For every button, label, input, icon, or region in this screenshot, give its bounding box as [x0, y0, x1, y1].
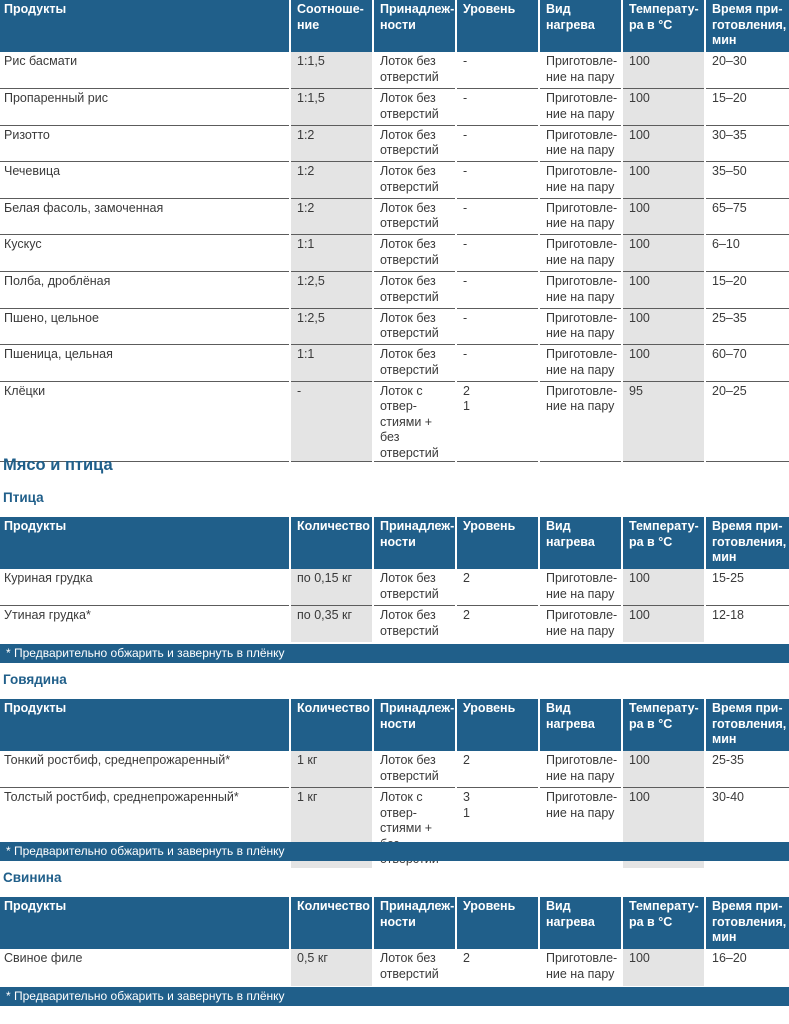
cell-ratio-or-quantity: 1:2,5	[290, 308, 373, 345]
column-header-heating-mode: Вид нагрева	[539, 699, 622, 751]
column-header-temperature: Температу- ра в °C	[622, 699, 705, 751]
cell-product: Пшено, цельное	[0, 308, 290, 345]
poultry-footnote: * Предварительно обжарить и завернуть в плёнку	[0, 644, 789, 663]
cell-product: Куриная грудка	[4, 571, 93, 585]
cell-cooking-time: 16–20	[705, 949, 789, 986]
cell-product: Пшеница, цельная	[0, 345, 290, 382]
cell-ratio-or-quantity: 0,5 кг	[290, 949, 373, 986]
pork-footnote: * Предварительно обжарить и завернуть в плёнку	[0, 987, 789, 1006]
pork-table	[0, 897, 789, 986]
cell-accessory: Лоток без отверстий	[373, 751, 456, 788]
cell-temperature: 100	[622, 788, 705, 868]
column-header-product: Продукты	[0, 0, 290, 52]
cell-product: Толстый ростбиф, среднепрожаренный*	[0, 788, 290, 868]
column-header-cooking-time: Время при- готовления, мин	[705, 897, 789, 949]
table-row	[0, 52, 789, 89]
cell-product: Рис басмати	[4, 54, 78, 68]
cell-level: -	[456, 235, 539, 272]
cell-accessory: Лоток без отверстий	[373, 89, 456, 126]
cell-temperature: 100	[622, 89, 705, 126]
cell-heating-mode: Приготовле- ние на пару	[539, 125, 622, 162]
cell-heating-mode: Приготовле- ние на пару	[539, 52, 622, 89]
cell-heating-mode: Приготовле- ние на пару	[539, 569, 622, 606]
column-header-ratio-or-quantity: Количество	[290, 897, 373, 949]
cell-level: -	[456, 198, 539, 235]
cell-ratio-or-quantity: 1:1	[290, 235, 373, 272]
cell-heating-mode: Приготовле- ние на пару	[539, 381, 622, 462]
column-header-product: Продукты	[0, 897, 290, 949]
column-header-ratio-or-quantity: Количество	[290, 699, 373, 751]
cell-temperature: 100	[622, 235, 705, 272]
cell-level: -	[456, 272, 539, 309]
table-row	[0, 751, 789, 788]
cell-heating-mode: Приготовле- ние на пару	[539, 89, 622, 126]
column-header-product: Продукты	[0, 699, 290, 751]
cell-temperature: 100	[622, 751, 705, 788]
cell-temperature: 100	[622, 606, 705, 643]
cell-product: Белая фасоль, замоченная	[0, 198, 290, 235]
cell-cooking-time: 20–25	[705, 381, 789, 462]
cell-product: Кускус	[0, 235, 290, 272]
cell-level: -	[456, 89, 539, 126]
column-header-temperature: Температу- ра в °C	[622, 0, 705, 52]
cell-ratio-or-quantity: 1:1,5	[290, 52, 373, 89]
table-header-row	[0, 0, 789, 52]
column-header-ratio-or-quantity: Количество	[290, 517, 373, 569]
cell-temperature: 100	[622, 52, 705, 89]
cell-cooking-time: 30-40	[705, 788, 789, 868]
column-header-heating-mode: Вид нагрева	[539, 0, 622, 52]
table-row	[0, 272, 789, 309]
table-row	[0, 606, 789, 643]
cell-cooking-time: 15–20	[705, 272, 789, 309]
cell-cooking-time: 12-18	[705, 606, 789, 643]
cell-temperature: 100	[622, 162, 705, 199]
cell-accessory: Лоток без отверстий	[373, 345, 456, 382]
cell-temperature: 100	[622, 569, 705, 606]
table-row	[0, 125, 789, 162]
column-header-accessory: Принадлеж- ности	[373, 0, 456, 52]
cell-accessory: Лоток без отверстий	[373, 949, 456, 986]
cell-accessory: Лоток с отвер- стиями + без отверстий	[373, 381, 456, 462]
table-header-row	[0, 517, 789, 569]
cell-product: Тонкий ростбиф, среднепрожаренный*	[4, 753, 231, 767]
column-header-temperature: Температу- ра в °C	[622, 897, 705, 949]
cell-product: Утиная грудка*	[0, 606, 290, 643]
cell-ratio-or-quantity: -	[290, 381, 373, 462]
table-row	[0, 949, 789, 986]
cell-accessory: Лоток без отверстий	[373, 52, 456, 89]
cell-cooking-time: 25–35	[705, 308, 789, 345]
column-header-level: Уровень	[456, 897, 539, 949]
cell-heating-mode: Приготовле- ние на пару	[539, 308, 622, 345]
column-header-cooking-time: Время при- готовления, мин	[705, 699, 789, 751]
cell-temperature: 95	[622, 381, 705, 462]
cell-ratio-or-quantity: 1:1,5	[290, 89, 373, 126]
cell-product: Чечевица	[0, 162, 290, 199]
cell-temperature: 100	[622, 198, 705, 235]
cell-cooking-time: 15-25	[705, 569, 789, 606]
section-title-meat-poultry: Мясо и птица	[3, 456, 113, 474]
cell-accessory: Лоток без отверстий	[373, 606, 456, 643]
table-row	[0, 235, 789, 272]
cell-heating-mode: Приготовле- ние на пару	[539, 198, 622, 235]
cell-cooking-time: 6–10	[705, 235, 789, 272]
table-header-row	[0, 897, 789, 949]
cell-product: Полба, дроблёная	[0, 272, 290, 309]
table-row	[0, 308, 789, 345]
cell-heating-mode: Приготовле- ние на пару	[539, 235, 622, 272]
cell-ratio-or-quantity: 1 кг	[290, 751, 373, 788]
cell-heating-mode: Приготовле- ние на пару	[539, 162, 622, 199]
grains-table	[0, 0, 789, 462]
cell-level: -	[456, 162, 539, 199]
subsection-title-beef: Говядина	[3, 672, 67, 687]
cell-cooking-time: 60–70	[705, 345, 789, 382]
cell-level: 2	[456, 606, 539, 643]
cell-product: Клёцки	[0, 381, 290, 462]
cell-level: 3 1	[456, 788, 539, 868]
cell-level: 2	[456, 569, 539, 606]
cell-product: Пропаренный рис	[0, 89, 290, 126]
table-row	[0, 345, 789, 382]
column-header-heating-mode: Вид нагрева	[539, 897, 622, 949]
table-row	[0, 198, 789, 235]
cell-heating-mode: Приготовле- ние на пару	[539, 606, 622, 643]
cell-accessory: Лоток без отверстий	[373, 272, 456, 309]
column-header-accessory: Принадлеж- ности	[373, 517, 456, 569]
cell-ratio-or-quantity: по 0,15 кг	[290, 569, 373, 606]
cell-heating-mode: Приготовле- ние на пару	[539, 272, 622, 309]
column-header-temperature: Температу- ра в °C	[622, 517, 705, 569]
cell-cooking-time: 15–20	[705, 89, 789, 126]
table-row	[0, 162, 789, 199]
cell-heating-mode: Приготовле- ние на пару	[539, 788, 622, 868]
poultry-table	[0, 517, 789, 642]
column-header-accessory: Принадлеж- ности	[373, 897, 456, 949]
column-header-level: Уровень	[456, 699, 539, 751]
column-header-heating-mode: Вид нагрева	[539, 517, 622, 569]
subsection-title-pork: Свинина	[3, 870, 62, 885]
cell-product: Свиное филе	[4, 951, 83, 965]
cell-accessory: Лоток без отверстий	[373, 125, 456, 162]
column-header-level: Уровень	[456, 517, 539, 569]
cell-accessory: Лоток без отверстий	[373, 569, 456, 606]
cell-temperature: 100	[622, 125, 705, 162]
cell-cooking-time: 25-35	[705, 751, 789, 788]
column-header-cooking-time: Время при- готовления, мин	[705, 517, 789, 569]
cell-accessory: Лоток без отверстий	[373, 235, 456, 272]
table-row	[0, 89, 789, 126]
table-header-row	[0, 699, 789, 751]
cell-level: -	[456, 345, 539, 382]
cell-ratio-or-quantity: 1:1	[290, 345, 373, 382]
column-header-product: Продукты	[0, 517, 290, 569]
cell-heating-mode: Приготовле- ние на пару	[539, 949, 622, 986]
cell-ratio-or-quantity: 1:2	[290, 198, 373, 235]
cell-accessory: Лоток без отверстий	[373, 308, 456, 345]
cell-level: 2	[456, 751, 539, 788]
cell-product: Ризотто	[0, 125, 290, 162]
cell-level: -	[456, 308, 539, 345]
cell-cooking-time: 30–35	[705, 125, 789, 162]
cell-temperature: 100	[622, 949, 705, 986]
cell-ratio-or-quantity: по 0,35 кг	[290, 606, 373, 643]
cell-ratio-or-quantity: 1:2	[290, 162, 373, 199]
cell-level: -	[456, 52, 539, 89]
cell-ratio-or-quantity: 1:2	[290, 125, 373, 162]
cell-temperature: 100	[622, 308, 705, 345]
cell-accessory: Лоток без отверстий	[373, 162, 456, 199]
column-header-cooking-time: Время при- готовления, мин	[705, 0, 789, 52]
column-header-accessory: Принадлеж- ности	[373, 699, 456, 751]
table-row	[0, 569, 789, 606]
cell-cooking-time: 65–75	[705, 198, 789, 235]
cell-cooking-time: 20–30	[705, 52, 789, 89]
cell-accessory: Лоток без отверстий	[373, 198, 456, 235]
cell-heating-mode: Приготовле- ние на пару	[539, 751, 622, 788]
subsection-title-poultry: Птица	[3, 490, 44, 505]
table-row	[0, 381, 789, 462]
cell-heating-mode: Приготовле- ние на пару	[539, 345, 622, 382]
beef-footnote: * Предварительно обжарить и завернуть в плёнку	[0, 842, 789, 861]
cell-level: -	[456, 125, 539, 162]
cell-ratio-or-quantity: 1 кг	[290, 788, 373, 868]
column-header-level: Уровень	[456, 0, 539, 52]
cell-level: 2 1	[456, 381, 539, 462]
cell-temperature: 100	[622, 345, 705, 382]
cell-ratio-or-quantity: 1:2,5	[290, 272, 373, 309]
cell-level: 2	[456, 949, 539, 986]
cell-accessory: Лоток с отвер- стиями +	[373, 788, 456, 868]
cell-cooking-time: 35–50	[705, 162, 789, 199]
cell-temperature: 100	[622, 272, 705, 309]
column-header-ratio-or-quantity: Соотноше- ние	[290, 0, 373, 52]
